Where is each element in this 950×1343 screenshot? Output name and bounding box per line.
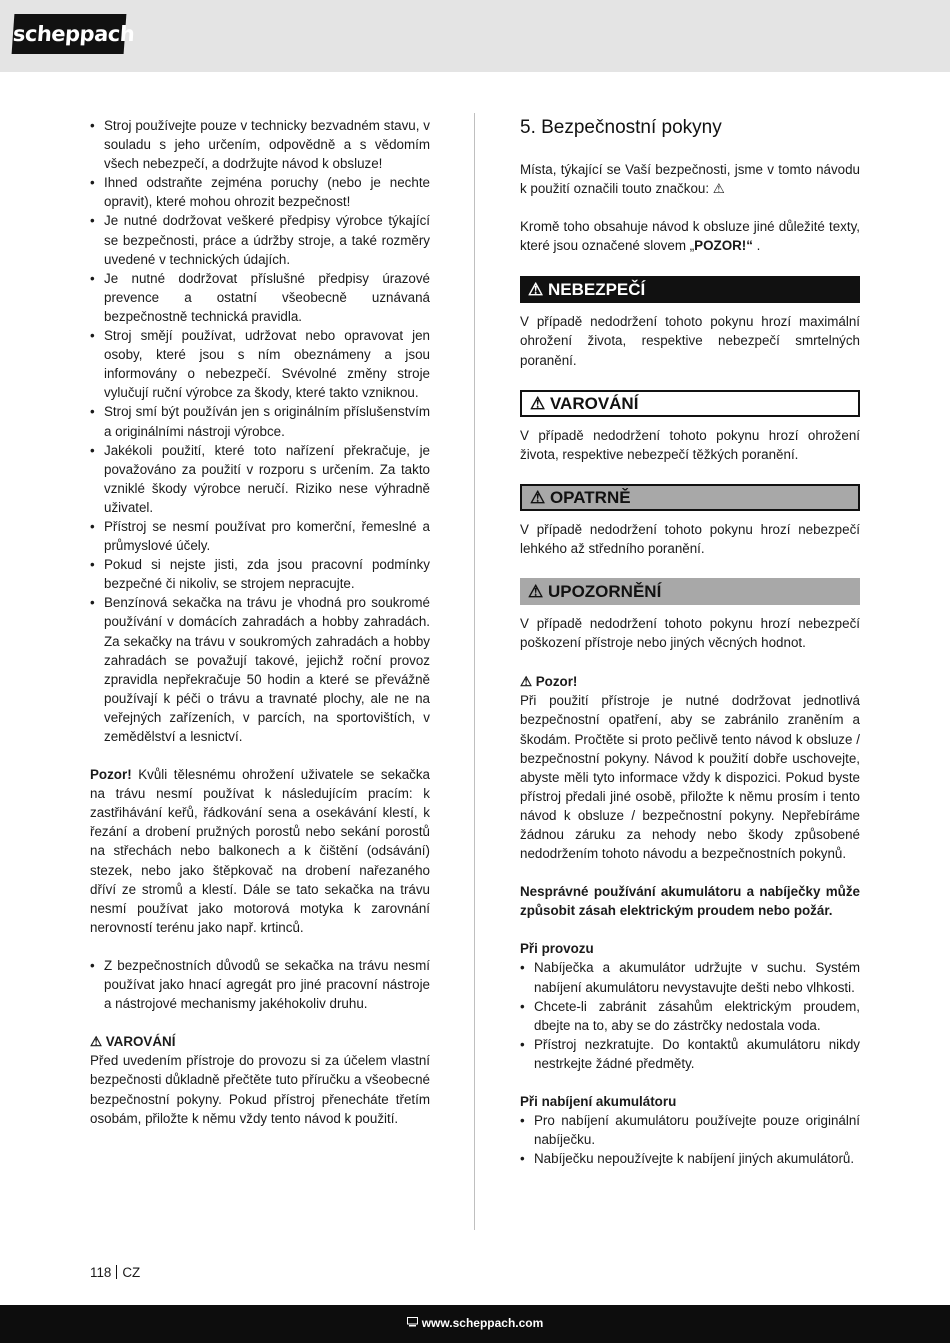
list-item: • Přístroj nezkratujte. Do kontaktů akumulátoru nikdy nestrkejte žádné předměty.	[520, 1035, 860, 1073]
footer-bar	[0, 1305, 950, 1343]
danger-text: V případě nedodržení tohoto pokynu hrozí maximální ohrožení života, respektive nebezpečí smrtelných poranění.	[520, 314, 860, 368]
warning-heading: ⚠ VAROVÁNÍ	[90, 1034, 176, 1050]
pozor-heading: ⚠ Pozor!	[520, 674, 578, 690]
list-item: • Jakékoli použití, které toto nařízení překračuje, je považováno za použití v rozporu s určením. Za takto vzniklé škody výrobce neručí. Riziko nese výhradně uživatel.	[90, 441, 430, 517]
pozor-text: Kvůli tělesnému ohrožení uživatele se sekačka na trávu nesmí používat k následujícím pracím: k zastřihávání keřů, řádkování sena a osekávání klestí, k řezání a drobení pružných porostů nebo sekání porostů na střechách nebo balkonech a k čištění (odsávání) stezek, nebo jako štěpkovač na drobení nařezaného dříví ze stromů a klestí. Dále se tato sekačka na trávu nesmí používat jako motorová motyka k zarovnání nerovností terénu jako např. krtinců.	[90, 767, 430, 935]
list-item: • Stroj používejte pouze v technicky bezvadném stavu, v souladu s jeho určením, odpovědně a s vědomím všech nebezpečí, a dodržujte návod k obsluze!	[90, 116, 430, 173]
list-item: • Pokud si nejste jisti, zda jsou pracovní podmínky bezpečné či nikoliv, se strojem nepracujte.	[90, 555, 430, 593]
charging-bullet-list	[520, 1111, 860, 1168]
list-item: • Benzínová sekačka na trávu je vhodná pro soukromé používání v domácích zahradách a hobby zahradách. Za sekačky na trávu v soukromých zahradách a hobby zahradách se považují takové, jejichž roční provoz zpravidla nepřekračuje 50 hodin a které se převážně používají k péči o trávu a travnaté plochy, ale ne na veřejných zařízeních, v parcích, na sportovištích, v zemědělství a lesnictví.	[90, 593, 430, 746]
intro-paragraph-1: Místa, týkající se Vaší bezpečnosti, jsme v tomto návodu k použití označili touto značkou: ⚠	[520, 162, 860, 197]
list-item: • Stroj smějí používat, udržovat nebo opravovat jen osoby, které jsou s ním obeznámeny a jsou informovány o nebezpečí. Svévolné změny stroje vylučují ruční výrobce za škody, které takto vzniknou.	[90, 326, 430, 402]
danger-label-box: ⚠ NEBEZPEČÍ	[520, 276, 860, 303]
charging-heading: Při nabíjení akumulátoru	[520, 1094, 677, 1109]
right-column	[520, 116, 860, 1168]
language-code: CZ	[122, 1265, 141, 1280]
list-item: • Přístroj se nesmí používat pro komerční, řemeslné a průmyslové účely.	[90, 517, 430, 555]
list-item: • Chcete-li zabránit zásahům elektrickým proudem, dbejte na to, aby se do zástrčky nedostala voda.	[520, 997, 860, 1035]
list-item: • Z bezpečnostních důvodů se sekačka na trávu nesmí používat jako hnací agregát pro jiné pracovní nástroje a nástrojové mechanismy jakéhokoliv druhu.	[90, 956, 430, 1013]
left-column	[90, 116, 430, 1128]
page-number-value: 118	[90, 1265, 112, 1280]
notice-label-box: ⚠ UPOZORNĚNÍ	[520, 578, 860, 605]
list-item: • Pro nabíjení akumulátoru používejte pouze originální nabíječku.	[520, 1111, 860, 1149]
pozor-paragraph	[90, 765, 430, 937]
caution-label-box: ⚠ OPATRNĚ	[520, 484, 860, 511]
operation-bullet-list	[520, 958, 860, 1073]
column-divider	[474, 113, 475, 1230]
page-number	[90, 1265, 140, 1280]
page-separator	[116, 1265, 117, 1279]
battery-warning: Nesprávné používání akumulátoru a nabíječky může způsobit zásah elektrickým proudem nebo požár.	[520, 884, 860, 919]
intro-paragraph-2: Kromě toho obsahuje návod k obsluze jiné důležité texty, které jsou označené slovem „POZOR!“ .	[520, 219, 860, 254]
section-title: 5. Bezpečnostní pokyny	[520, 117, 722, 138]
list-item: • Je nutné dodržovat veškeré předpisy výrobce týkající se bezpečnosti, práce a údržby stroje, a také rozměry uvedené v technických údajích.	[90, 211, 430, 268]
list-item: • Ihned odstraňte zejména poruchy (nebo je nechte opravit), které mohou ohrozit bezpečnost!	[90, 173, 430, 211]
list-item: • Stroj smí být používán jen s originálním příslušenstvím a originálními nástroji výrobce.	[90, 402, 430, 440]
website-link[interactable]: www.scheppach.com	[421, 1316, 544, 1330]
notice-text: V případě nedodržení tohoto pokynu hrozí nebezpečí poškození přístroje nebo jiných věcných hodnot.	[520, 616, 860, 651]
drive-unit-bullet-list	[90, 956, 430, 1013]
list-item: • Je nutné dodržovat příslušné předpisy úrazové prevence a ostatní všeobecně uznávaná bezpečnostně technická pravidla.	[90, 269, 430, 326]
warning-label-box: ⚠ VAROVÁNÍ	[520, 390, 860, 417]
warning-text: V případě nedodržení tohoto pokynu hrozí ohrožení života, respektive nebezpečí těžkých poranění.	[520, 427, 860, 462]
list-item: • Nabíječku nepoužívejte k nabíjení jiných akumulátorů.	[520, 1149, 860, 1168]
pozor-label: Pozor!	[90, 767, 132, 783]
brand-logo: scheppach	[12, 14, 127, 54]
safety-bullet-list	[90, 116, 430, 746]
operation-heading: Při provozu	[520, 941, 594, 957]
monitor-icon	[407, 1305, 418, 1341]
caution-text: V případě nedodržení tohoto pokynu hrozí nebezpečí lehkého až středního poranění.	[520, 521, 860, 556]
pozor-text: Při použití přístroje je nutné dodržovat jednotlivá bezpečnostní opatření, aby se zabránilo zraněním a škodám. Pročtěte si proto pečlivě tento návod k obsluze / bezpečnostní pokyny. Návod k použití dobře uschovejte, abyste měli tyto informace vždy k dispozici. Pokud byste přístroj předali jiné osobě, přiložte k němu prosím i tento návod k obsluze / bezpečnostní pokyny. Nepřebíráme žádnou záruku za nehody nebo škody způsobené nedodržením tohoto návodu a bezpečnostních pokynů.	[520, 693, 860, 862]
warning-text: Před uvedením přístroje do provozu si za účelem vlastní bezpečnosti důkladně přečtěte tuto příručku a všeobecné bezpečnostní pokyny. Pokud přístroj přenecháte třetím osobám, přiložte k němu vždy tento návod k použití.	[90, 1053, 430, 1126]
header-bar	[0, 0, 950, 72]
list-item: • Nabíječka a akumulátor udržujte v suchu. Systém nabíjení akumulátoru nevystavujte dešti nebo vlhkosti.	[520, 958, 860, 996]
